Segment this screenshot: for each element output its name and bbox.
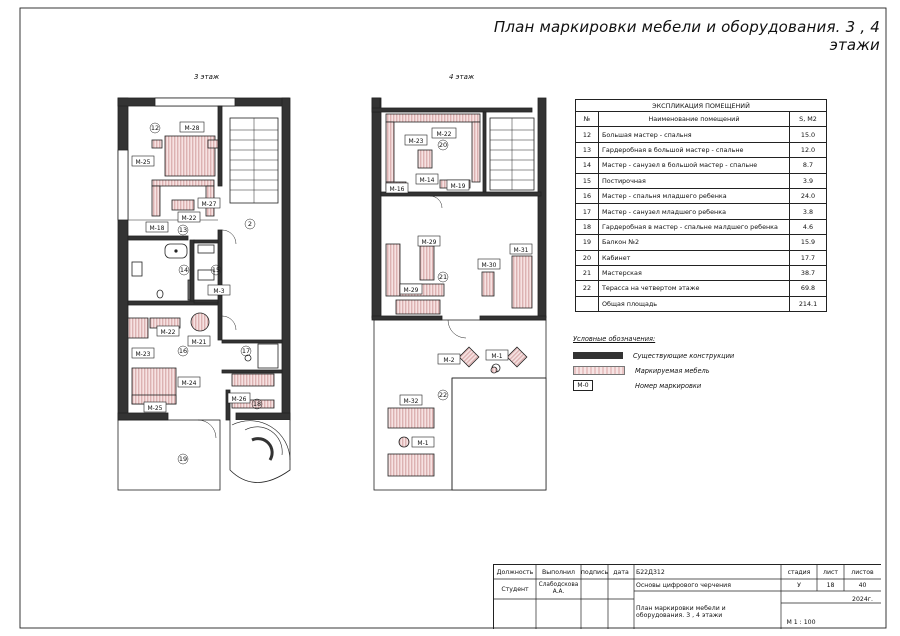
room-16: 16 xyxy=(178,347,188,355)
room-15: 15 xyxy=(211,266,221,274)
legend xyxy=(573,335,734,393)
mark4-m1: M-1 xyxy=(491,353,503,360)
mark-m28: M-28 xyxy=(184,125,200,132)
stamp-code: Б22Д312 xyxy=(636,568,665,576)
legend-mark: Номер маркировки xyxy=(635,381,702,390)
stamp-h-role: Должность xyxy=(496,568,534,576)
table-row: 12 Большая мастер - спальня 15.0 xyxy=(576,127,827,142)
stamp-year: 2024г. xyxy=(852,595,873,603)
header-name: Наименование помещений xyxy=(599,112,790,127)
furniture-swatch xyxy=(573,366,625,375)
table-row: 18 Гардеробная в мастер - спальне малдшего ребенка 4.6 xyxy=(576,219,827,234)
room-20: 20 xyxy=(438,141,448,149)
mark-m22-b: M-22 xyxy=(160,329,176,336)
table-row: 14 Мастер - санузел в большой мастер - спальне 8.7 xyxy=(576,158,827,173)
mark4-m30: M-30 xyxy=(481,262,497,269)
table-row: 19 Балкон №2 15.9 xyxy=(576,235,827,250)
mark4-m31: M-31 xyxy=(513,247,529,254)
table-row: 16 Мастер - спальня младшего ребенка 24.0 xyxy=(576,188,827,203)
mark4-m22: M-22 xyxy=(436,131,452,138)
header-number: № xyxy=(576,112,599,127)
room-12: 12 xyxy=(150,124,160,132)
mark-m3: M-3 xyxy=(213,288,225,295)
stamp-role: Студент xyxy=(501,585,529,593)
legend-title: Условные обозначения: xyxy=(573,335,656,343)
mark4-m14: M-14 xyxy=(419,177,435,184)
stamp-author: Слабодскова А.А. xyxy=(538,582,579,595)
mark4-m29: M-29 xyxy=(421,239,437,246)
mark4-m23: M-23 xyxy=(408,138,424,145)
stamp-h-date: дата xyxy=(613,568,629,576)
table-row: 21 Мастерская 38.7 xyxy=(576,265,827,280)
mark4-m19: M-19 xyxy=(450,183,466,190)
stamp-scale: М 1 : 100 xyxy=(786,618,816,626)
floor3-label: 3 этаж xyxy=(194,73,220,81)
mark-m25: M-25 xyxy=(135,159,151,166)
room-18: 18 xyxy=(252,400,262,408)
legend-furniture: Маркируемая мебель xyxy=(635,366,710,375)
mark-m24: M-24 xyxy=(181,380,197,387)
room-17: 17 xyxy=(241,347,251,355)
mark-m21: M-21 xyxy=(191,339,207,346)
mark-m18: M-18 xyxy=(149,225,165,232)
table-row: 15 Постирочная 3.9 xyxy=(576,173,827,188)
floor4-plan xyxy=(372,98,546,490)
stamp-h-stage: стадия xyxy=(787,568,811,576)
mark-m27: M-27 xyxy=(201,201,217,208)
title-block xyxy=(493,564,881,629)
room-13: 13 xyxy=(178,226,188,234)
mark4-m2: M-2 xyxy=(443,357,455,364)
stamp-h-sheets: листов xyxy=(851,568,874,576)
stamp-sheet: 18 xyxy=(826,581,835,589)
room-22: 22 xyxy=(438,391,448,399)
room-19: 19 xyxy=(178,455,188,463)
header-area: S, M2 xyxy=(790,112,827,127)
stamp-course: Основы цифрового черчения xyxy=(636,581,731,589)
table-row-total: Общая площадь 214.1 xyxy=(576,296,827,311)
explication-title: ЭКСПЛИКАЦИЯ ПОМЕЩЕНИЙ xyxy=(576,100,827,112)
mark-m22: M-22 xyxy=(181,215,197,222)
stamp-h-sign: подпись xyxy=(580,568,609,576)
mark-m26: M-26 xyxy=(231,396,247,403)
room-21: 21 xyxy=(438,273,448,281)
sheet-title: План маркировки мебели и оборудования. 3 , 4 этажи xyxy=(493,18,880,54)
wall-swatch xyxy=(573,352,623,359)
floor4-label: 4 этаж xyxy=(449,73,475,81)
stamp-sheets: 40 xyxy=(858,581,867,589)
mark-swatch: М-0 xyxy=(573,380,593,391)
stamp-sheet-title: План маркировки мебели и оборудования. 3 , 4 этажи xyxy=(636,605,726,619)
mark-m23: M-23 xyxy=(135,351,151,358)
stamp-stage: У xyxy=(797,581,801,589)
room-2: 2 xyxy=(247,220,253,228)
table-row: 20 Кабинет 17.7 xyxy=(576,250,827,265)
mark4-m29-b: M-29 xyxy=(403,287,419,294)
mark4-m1-b: M-1 xyxy=(417,440,429,447)
stamp-h-done: Выполнил xyxy=(542,568,575,576)
explication-table xyxy=(575,99,827,312)
legend-wall: Существующие конструкции xyxy=(633,351,735,360)
table-row: 17 Мастер - санузел младшего ребенка 3.8 xyxy=(576,204,827,219)
mark-m25-b: M-25 xyxy=(147,405,163,412)
mark4-m32: M-32 xyxy=(403,398,419,405)
stamp-h-sheet: лист xyxy=(823,568,838,576)
mark4-m16: M-16 xyxy=(389,186,405,193)
room-14: 14 xyxy=(179,266,189,274)
table-row: 13 Гардеробная в большой мастер - спальне 12.0 xyxy=(576,142,827,157)
table-row: 22 Терасса на четвертом этаже 69.8 xyxy=(576,281,827,296)
